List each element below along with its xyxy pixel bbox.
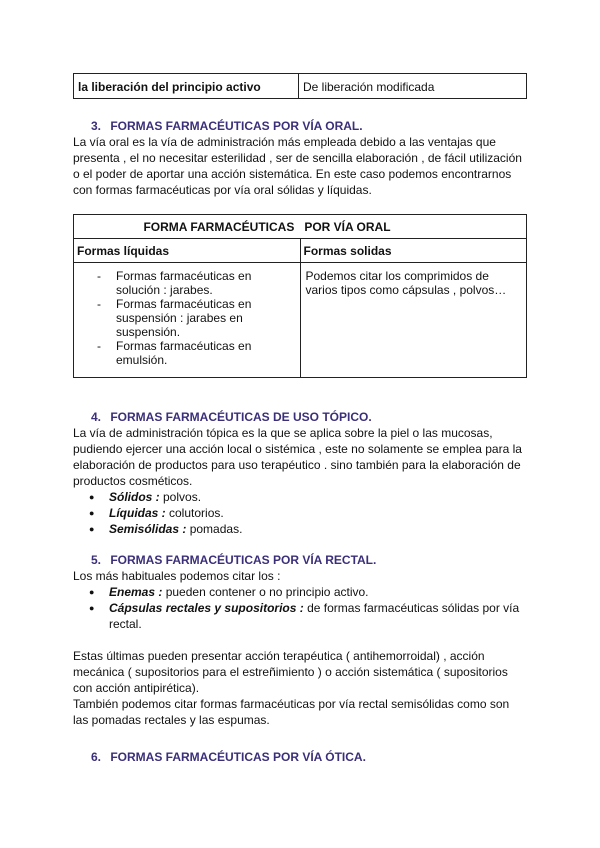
- section-5-heading: [73, 552, 527, 568]
- item-text: de formas farmacéuticas sólidas por vía rectal.: [109, 601, 520, 631]
- list-item: - Formas farmacéuticas en emulsión.: [79, 339, 295, 367]
- solid-forms-text: Podemos citar los comprimidos de varios tipos como cápsulas , polvos…: [305, 269, 507, 297]
- item-label: Cápsulas rectales y supositorios :: [109, 601, 304, 615]
- section-5-title: FORMAS FARMACÉUTICAS POR VÍA RECTAL.: [110, 553, 377, 567]
- topical-forms-list: [73, 489, 527, 537]
- section-4-number: 4.: [91, 410, 102, 424]
- column-header-liquid: Formas líquidas: [74, 239, 301, 263]
- list-item: [73, 584, 527, 600]
- section-4-title: FORMAS FARMACÉUTICAS DE USO TÓPICO.: [110, 410, 372, 424]
- section-3-title: FORMAS FARMACÉUTICAS POR VÍA ORAL.: [110, 119, 363, 133]
- section-5-intro: Los más habituales podemos citar los :: [73, 569, 281, 583]
- item-label: Líquidas :: [109, 506, 166, 520]
- document-page: [73, 0, 527, 765]
- section-6-title: FORMAS FARMACÉUTICAS POR VÍA ÓTICA.: [110, 750, 366, 764]
- release-cell-right: De liberación modificada: [299, 74, 527, 99]
- list-item: [73, 521, 527, 537]
- section-6-number: 6.: [91, 750, 102, 764]
- section-3-paragraph: La vía oral es la vía de administración más empleada debido a las ventajas que presenta , el no necesitar esterilidad , ser de sencilla elaboración , de fácil utilización o el poder de aportar una acción sistemática. En este caso podemos encontrarnos con formas farmacéuticas por vía oral sólidas y líquidas.: [73, 135, 522, 197]
- solid-forms-cell: [300, 263, 527, 378]
- list-item: [73, 489, 527, 505]
- item-label: Enemas :: [109, 585, 163, 599]
- oral-table-title: [74, 215, 527, 239]
- release-cell-left: la liberación del principio activo: [74, 74, 299, 99]
- list-item: - Formas farmacéuticas en solución : jarabes.: [79, 269, 295, 297]
- release-table: [73, 73, 527, 99]
- section-4-heading: [73, 409, 527, 425]
- section-6-heading: [73, 749, 527, 765]
- section-5-number: 5.: [91, 553, 102, 567]
- list-item: [73, 505, 527, 521]
- section-3-heading: [73, 118, 527, 134]
- section-4-paragraph: La vía de administración tópica es la que se aplica sobre la piel o las mucosas, pudiendo ejercer una acción local o sistémica , este no solamente se emplea para la elaboración de productos para uso terapéutico . sino también para la elaboración de productos cosméticos.: [73, 426, 522, 488]
- liquid-forms-cell: [74, 263, 301, 378]
- column-header-solid: Formas solidas: [300, 239, 527, 263]
- table-row: [74, 263, 527, 378]
- list-item: - Formas farmacéuticas en suspensión : jarabes en suspensión.: [79, 297, 295, 339]
- rectal-forms-list: [73, 584, 527, 632]
- table-row: [74, 74, 527, 99]
- liquid-forms-list: [79, 269, 295, 367]
- item-text: pueden contener o no principio activo.: [162, 585, 369, 599]
- table-subheader-row: [74, 239, 527, 263]
- list-item: [73, 600, 527, 632]
- item-label: Semisólidas :: [109, 522, 187, 536]
- oral-forms-table: [73, 214, 527, 378]
- item-text: colutorios.: [165, 506, 224, 520]
- item-text: pomadas.: [186, 522, 243, 536]
- section-5-paragraph-1: Estas últimas pueden presentar acción terapéutica ( antihemorroidal) , acción mecánica ( supositorios para el estreñimiento ) o acción sistemática ( supositorios con acción antipirética).: [73, 649, 508, 695]
- item-label: Sólidos :: [109, 490, 160, 504]
- table-header-row: [74, 215, 527, 239]
- section-5-paragraph-2: También podemos citar formas farmacéuticas por vía rectal semisólidas como son las pomadas rectales y las espumas.: [73, 697, 510, 727]
- oral-table-title-text: FORMA FARMACÉUTICAS POR VÍA ORAL: [143, 220, 391, 234]
- item-text: polvos.: [159, 490, 202, 504]
- section-3-number: 3.: [91, 119, 102, 133]
